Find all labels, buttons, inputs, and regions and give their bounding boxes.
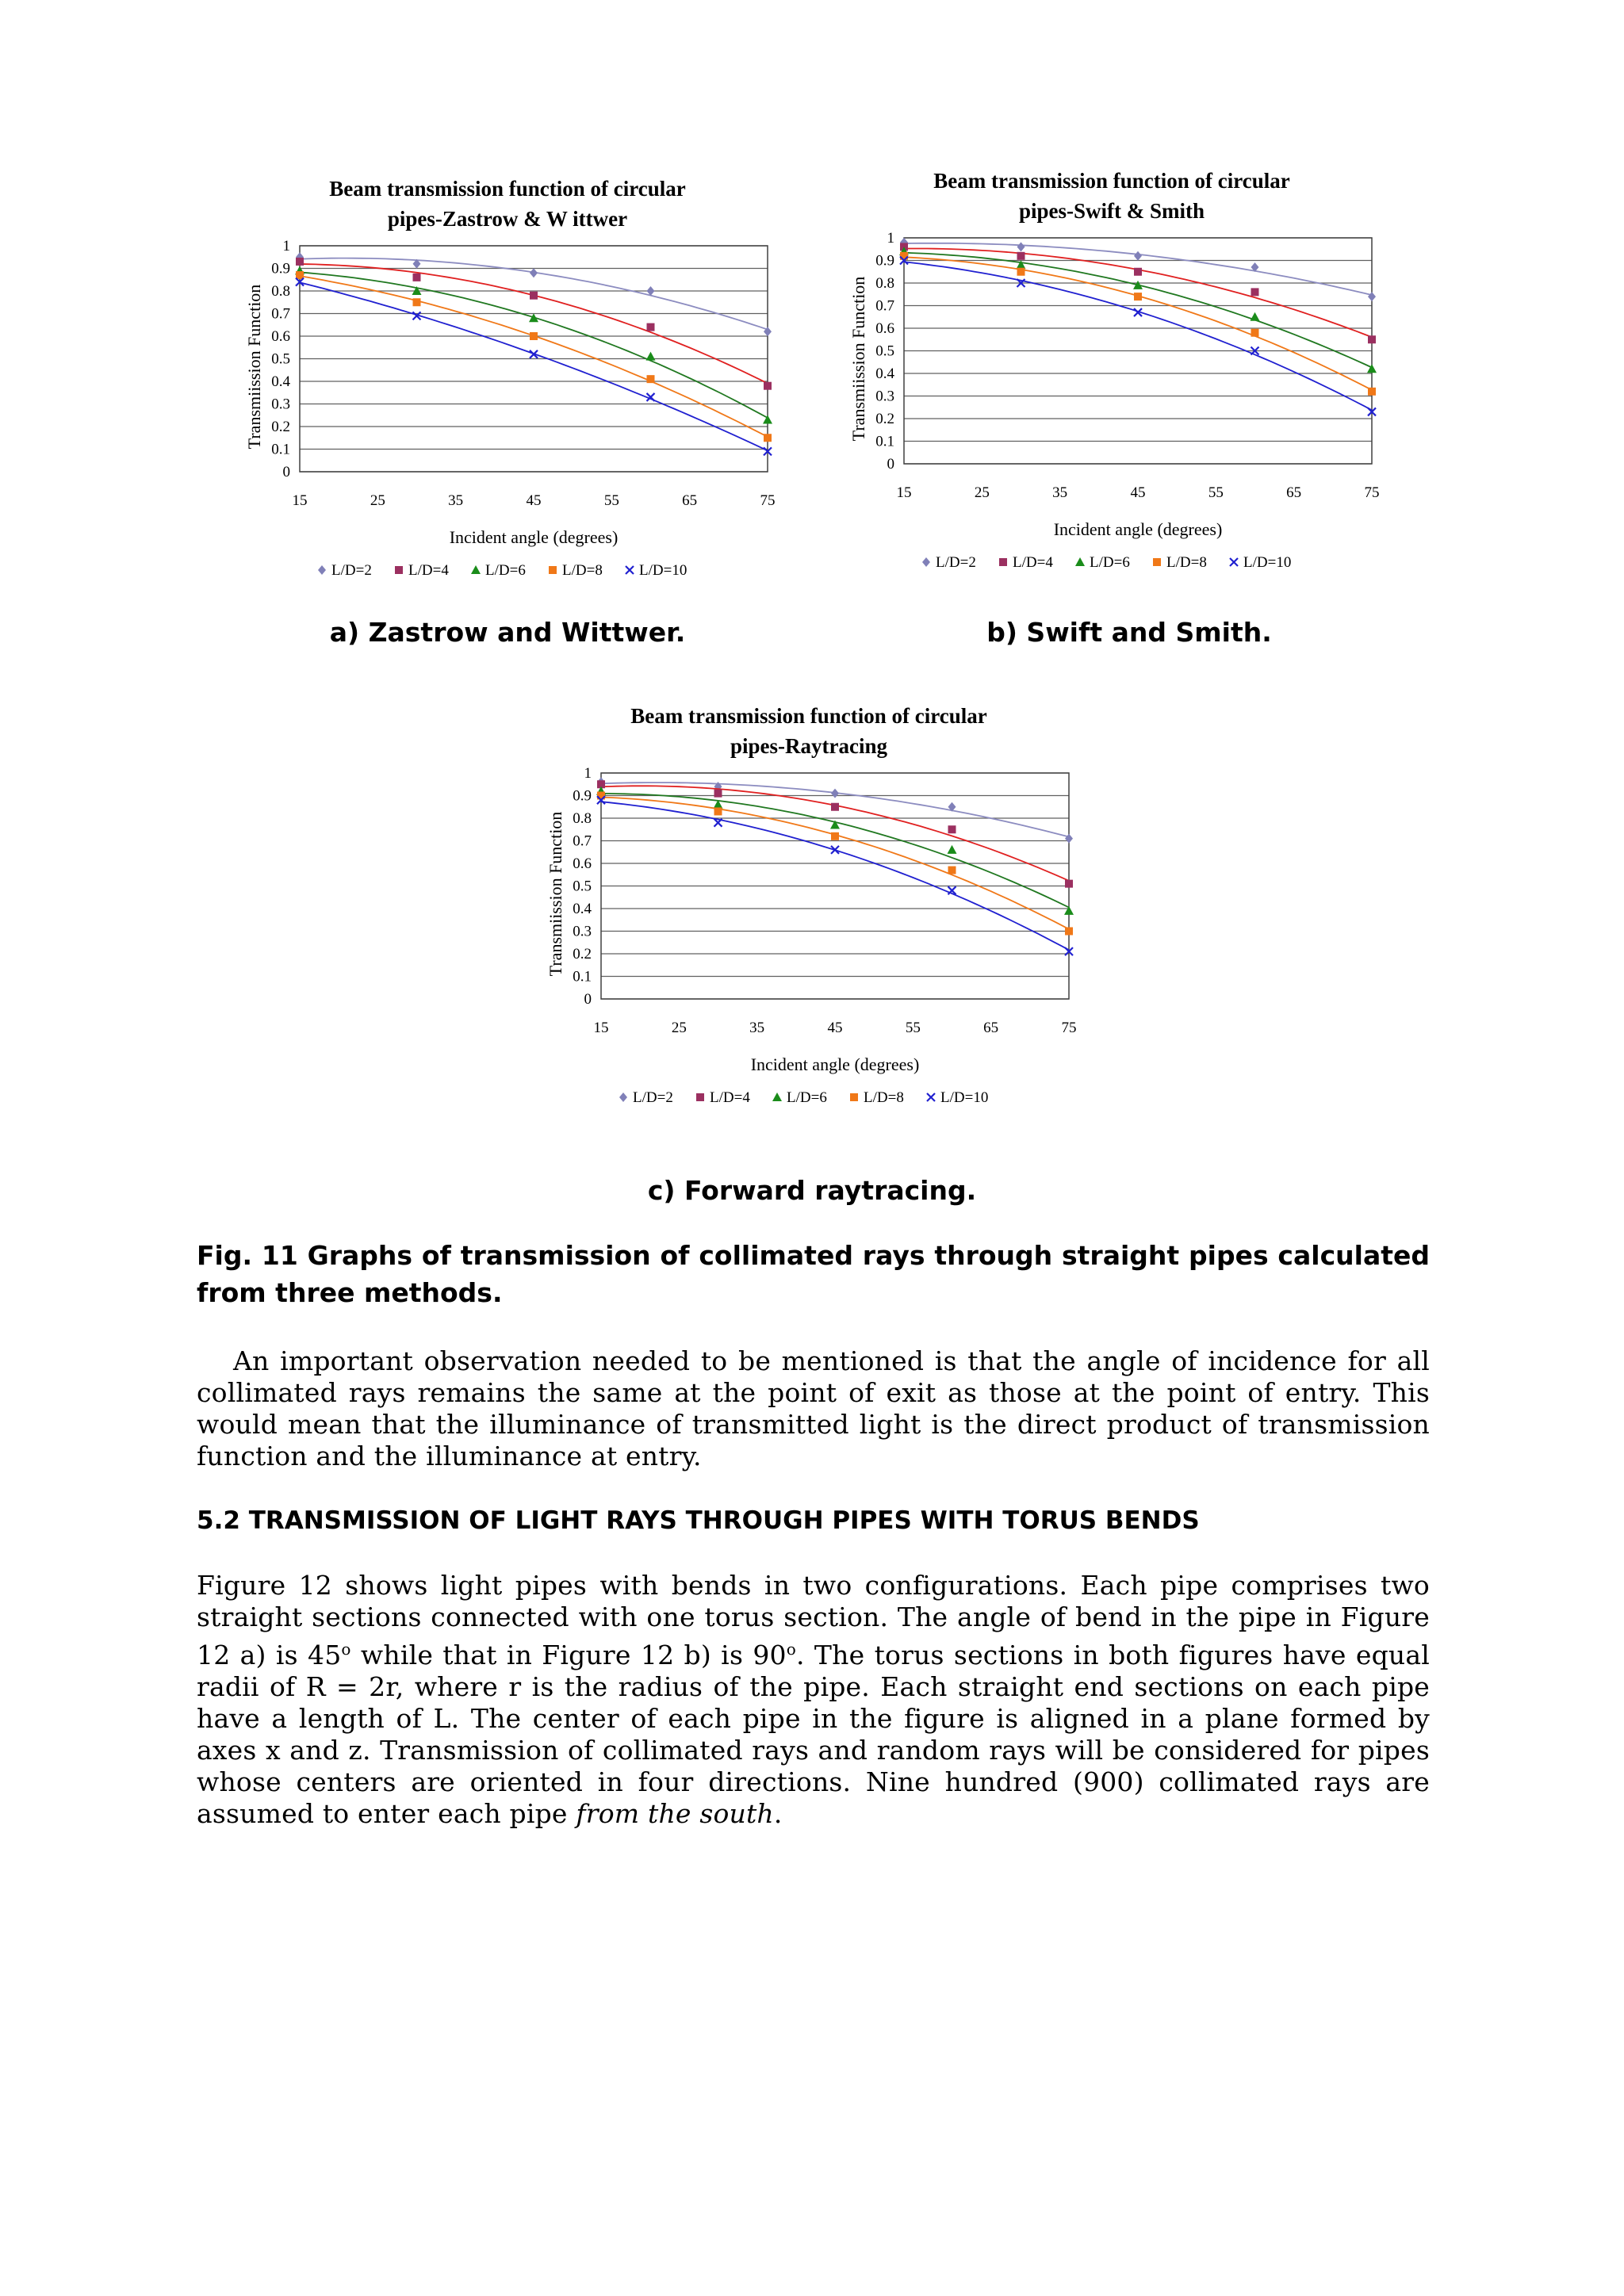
legend-marker <box>999 558 1007 566</box>
chart-title-line-2: pipes-Zastrow & W ittwer <box>387 207 628 231</box>
legend-label: L/D=4 <box>710 1089 750 1106</box>
paragraph-torus-bends <box>197 1570 1430 1830</box>
x-tick-label: 55 <box>905 1020 921 1036</box>
legend-label: L/D=2 <box>936 554 976 571</box>
legend-label: L/D=10 <box>940 1089 989 1106</box>
x-tick-label: 55 <box>603 492 619 509</box>
legend <box>619 1089 988 1106</box>
legend-marker <box>696 1093 704 1101</box>
y-tick-label: 1 <box>584 765 592 782</box>
legend-marker <box>619 1093 627 1102</box>
legend-label: L/D=2 <box>633 1089 673 1106</box>
y-tick-label: 0.8 <box>573 810 592 827</box>
y-tick-label: 0.6 <box>875 320 894 337</box>
data-point <box>646 352 656 361</box>
data-point <box>714 807 722 815</box>
data-point <box>831 832 839 840</box>
data-point <box>831 789 839 798</box>
legend-label: L/D=10 <box>1243 554 1292 571</box>
x-tick-label: 35 <box>749 1020 765 1036</box>
data-point <box>530 268 538 277</box>
paragraph-italic-text: from the south <box>576 1798 774 1829</box>
data-point <box>1368 335 1376 343</box>
data-point <box>1251 288 1259 296</box>
chart-plot <box>230 170 785 591</box>
paragraph-text-3: . The torus sections in both figures have equal radii of R = 2r, where r is the radius of the pipe. Each straight end sections on each pipe have a length of L. The center of each pipe in the figure is aligned in a plane formed by axes x and z. Transmission of collimated rays and random rays will be considered for pipes whose centers are oriented in four directions. Nine hundred (900) collimated rays are assumed to enter each pipe <box>197 1640 1430 1829</box>
paragraph-observation <box>197 1345 1430 1472</box>
y-tick-label: 0.9 <box>875 252 894 270</box>
paragraph-end: . <box>773 1798 783 1829</box>
data-point <box>1251 329 1259 337</box>
x-axis-label: Incident angle (degrees) <box>1053 519 1223 539</box>
legend-label: L/D=6 <box>787 1089 827 1106</box>
y-tick-label: 0.7 <box>271 305 290 323</box>
y-tick-label: 0.8 <box>875 275 894 292</box>
y-tick-label: 0.9 <box>573 787 592 805</box>
y-tick-label: 0.9 <box>271 260 290 277</box>
y-tick-label: 1 <box>282 238 290 254</box>
y-tick-label: 0.8 <box>271 283 290 300</box>
x-tick-label: 25 <box>974 484 990 501</box>
data-point <box>764 382 772 390</box>
data-point <box>413 298 421 306</box>
y-tick-label: 0.4 <box>271 373 290 390</box>
y-tick-label: 0.7 <box>573 832 592 850</box>
data-point <box>1134 293 1142 300</box>
y-tick-label: 0.1 <box>271 441 290 458</box>
y-tick-label: 0 <box>282 464 290 480</box>
y-tick-label: 0.3 <box>875 388 894 405</box>
subcaption-c: c) Forward raytracing. <box>647 1175 977 1206</box>
data-point <box>1133 281 1143 289</box>
subcaption-a: a) Zastrow and Wittwer. <box>329 617 686 648</box>
legend-label: L/D=6 <box>485 562 526 579</box>
paragraph-text-1: Figure 12 shows light pipes with bends in two configurations. Each pipe comprises two straight sections connected with one torus section. The angle of bend in the pipe in Figure 12 a) is 45 <box>197 1570 1430 1670</box>
legend-label: L/D=4 <box>1013 554 1053 571</box>
data-point <box>647 323 655 331</box>
chart-title-line-1: Beam transmission function of circular <box>329 177 686 201</box>
data-point <box>647 375 655 383</box>
legend-label: L/D=6 <box>1090 554 1130 571</box>
degree-superscript: o <box>786 1640 796 1659</box>
legend-marker <box>1230 558 1238 566</box>
x-tick-label: 75 <box>1061 1020 1077 1036</box>
data-point <box>296 258 304 266</box>
data-point <box>948 825 956 833</box>
chart-plot <box>531 698 1086 1118</box>
y-tick-label: 0.5 <box>271 350 290 368</box>
data-point <box>831 803 839 811</box>
y-tick-label: 0 <box>584 991 592 1008</box>
legend-label: L/D=8 <box>864 1089 904 1106</box>
legend-marker <box>927 1093 935 1101</box>
legend-marker <box>395 566 403 574</box>
x-tick-label: 15 <box>292 492 308 509</box>
legend-marker <box>626 566 634 574</box>
x-tick-label: 65 <box>1286 484 1302 501</box>
legend-label: L/D=4 <box>408 562 449 579</box>
trendline <box>300 276 768 437</box>
legend-marker <box>549 566 557 574</box>
y-tick-label: 0.3 <box>271 396 290 413</box>
data-point <box>948 867 956 874</box>
data-point <box>1017 242 1025 251</box>
chart-title-line-1: Beam transmission function of circular <box>630 704 987 728</box>
y-tick-label: 0.2 <box>573 946 592 962</box>
trendline <box>904 257 1372 390</box>
y-axis-label: Transmiission Function <box>546 811 565 977</box>
series-l-d-10 <box>296 278 772 456</box>
data-point <box>948 845 957 854</box>
x-tick-label: 75 <box>760 492 776 509</box>
data-point <box>530 292 538 300</box>
chart-title-line-2: pipes-Raytracing <box>730 734 887 758</box>
legend-marker <box>1153 558 1161 566</box>
x-tick-label: 45 <box>526 492 542 509</box>
x-tick-label: 25 <box>671 1020 687 1036</box>
data-point <box>1064 906 1074 915</box>
y-tick-label: 0.5 <box>875 342 894 360</box>
y-tick-label: 1 <box>887 230 894 247</box>
data-point <box>1251 312 1260 321</box>
y-tick-label: 0.2 <box>875 411 894 427</box>
legend-label: L/D=8 <box>562 562 603 579</box>
data-point <box>1368 388 1376 396</box>
legend-marker <box>1075 557 1085 566</box>
data-point <box>1065 928 1073 936</box>
chart-zastrow-wittwer <box>230 170 785 591</box>
y-tick-label: 0.3 <box>573 923 592 940</box>
chart-swift-smith <box>834 163 1389 583</box>
y-tick-label: 0.5 <box>573 878 592 895</box>
y-tick-label: 0.2 <box>271 419 290 435</box>
legend-label: L/D=10 <box>639 562 688 579</box>
chart-title-line-2: pipes-Swift & Smith <box>1018 199 1205 223</box>
y-tick-label: 0.7 <box>875 297 894 315</box>
y-tick-label: 0.6 <box>573 855 592 872</box>
y-axis-label: Transmiission Function <box>848 276 868 442</box>
x-tick-label: 65 <box>983 1020 999 1036</box>
data-point <box>1134 251 1142 261</box>
chart-raytracing <box>531 698 1086 1118</box>
y-tick-label: 0.1 <box>875 433 894 450</box>
legend-label: L/D=2 <box>331 562 372 579</box>
y-tick-label: 0 <box>887 456 894 473</box>
legend-marker <box>922 557 930 567</box>
data-point <box>1368 292 1376 301</box>
chart-plot <box>834 163 1389 583</box>
y-axis-label: Transmiission Function <box>244 284 264 450</box>
paragraph-observation-text: An important observation needed to be mentioned is that the angle of incidence for all collimated rays remains the same at the point of exit as those at the point of entry. This would mean that the illuminance of transmitted light is the direct product of transmission function and the illuminance at entry. <box>197 1345 1430 1471</box>
figure-caption: Fig. 11 Graphs of transmission of collimated rays through straight pipes calculated from three methods. <box>197 1240 1430 1308</box>
legend-marker <box>772 1093 782 1101</box>
y-tick-label: 0.4 <box>875 365 894 382</box>
x-tick-label: 65 <box>682 492 698 509</box>
data-point <box>530 332 538 340</box>
paragraph-text-2: while that in Figure 12 b) is 90 <box>350 1640 787 1670</box>
data-point <box>764 434 772 442</box>
x-tick-label: 35 <box>448 492 464 509</box>
data-point <box>1017 268 1025 276</box>
x-tick-label: 25 <box>370 492 385 509</box>
legend-marker <box>318 565 326 575</box>
data-point <box>1017 252 1025 260</box>
x-tick-label: 55 <box>1208 484 1224 501</box>
x-tick-label: 15 <box>896 484 912 501</box>
y-tick-label: 0.6 <box>271 328 290 345</box>
series-l-d-6 <box>899 247 1377 373</box>
data-point <box>1065 880 1073 888</box>
legend-label: L/D=8 <box>1166 554 1207 571</box>
legend-marker <box>850 1093 858 1101</box>
data-point <box>1134 268 1142 276</box>
legend-marker <box>471 565 481 574</box>
data-point <box>1065 834 1073 844</box>
y-tick-label: 0.1 <box>573 968 592 985</box>
section-heading: 5.2 TRANSMISSION OF LIGHT RAYS THROUGH PIPES WITH TORUS BENDS <box>197 1506 1200 1535</box>
legend <box>922 554 1291 571</box>
x-tick-label: 45 <box>1130 484 1146 501</box>
y-tick-label: 0.4 <box>573 901 592 917</box>
chart-title-line-1: Beam transmission function of circular <box>933 169 1290 193</box>
x-tick-label: 75 <box>1364 484 1380 501</box>
x-tick-label: 35 <box>1052 484 1068 501</box>
trendline <box>300 264 768 384</box>
legend <box>318 562 687 579</box>
subcaption-b: b) Swift and Smith. <box>986 617 1272 648</box>
x-tick-label: 45 <box>827 1020 843 1036</box>
data-point <box>413 274 421 281</box>
data-point <box>714 790 722 798</box>
x-tick-label: 15 <box>593 1020 609 1036</box>
x-axis-label: Incident angle (degrees) <box>750 1054 920 1074</box>
x-axis-label: Incident angle (degrees) <box>449 527 619 547</box>
degree-superscript: o <box>341 1640 351 1659</box>
